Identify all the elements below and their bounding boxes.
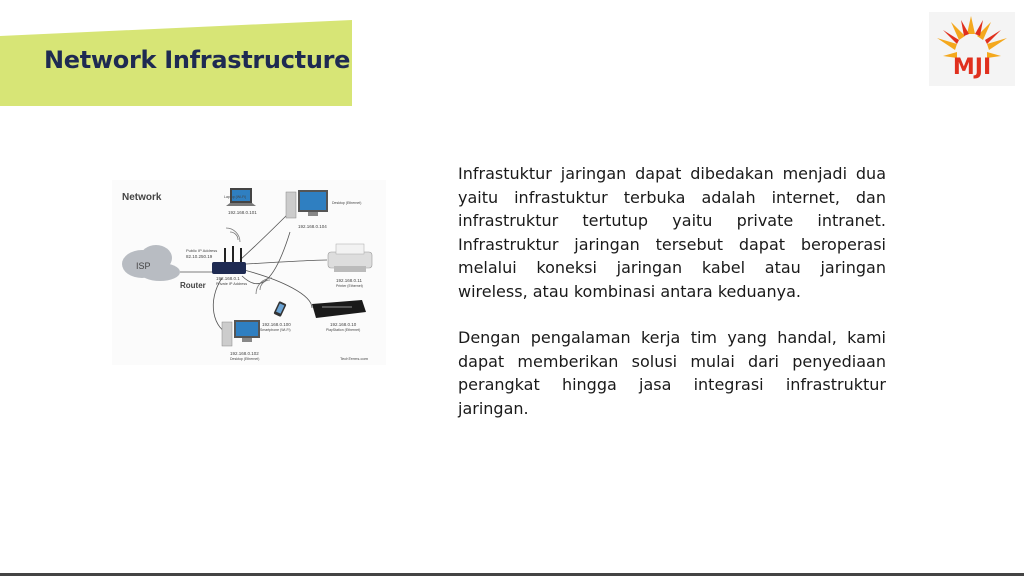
- smartphone-ip: 192.168.0.100: [262, 322, 291, 327]
- desktop-top-ip: 192.168.0.104: [298, 224, 327, 229]
- desktop-top-caption: Desktop (Ethernet): [332, 201, 362, 205]
- router-ip-caption: Private IP Address: [216, 282, 248, 286]
- router-label: Router: [180, 281, 206, 290]
- isp-label: ISP: [136, 261, 151, 271]
- laptop-ip: 192.168.0.101: [228, 210, 257, 215]
- paragraph-2: Dengan pengalaman kerja tim yang handal, kami dapat memberikan solusi mulai dari penyediaan perangkat hingga jasa integrasi infrastruktur jaringan.: [458, 328, 886, 418]
- desktop-bottom-caption: Desktop (Ethernet): [230, 357, 260, 361]
- title-banner: [0, 0, 352, 106]
- public-ip: 82.10.250.19: [186, 254, 213, 259]
- network-diagram: [112, 180, 386, 365]
- desktop-bottom-ip: 192.168.0.102: [230, 351, 259, 356]
- playstation-ip: 192.168.0.10: [330, 322, 357, 327]
- router-ip: 192.168.0.1: [216, 276, 240, 281]
- content-text: [458, 162, 886, 443]
- logo-text: MJI: [952, 55, 992, 80]
- paragraph-1: Infrastuktur jaringan dapat dibedakan menjadi dua yaitu infrastuktur terbuka adalah internet, dan infrastruktur tertutup yaitu private intranet. Infrastruktur jaringan tersebut dapat beroperasi melalui koneksi jaringan kabel atau jaringan wireless, atau kombinasi antara keduanya.: [458, 164, 886, 301]
- smartphone-caption: Smartphone (Wi-Fi): [260, 328, 291, 332]
- printer-caption: Printer (Ethernet): [336, 284, 363, 288]
- slide-title: Network Infrastructure: [44, 46, 351, 74]
- diagram-credit: TechTerms.com: [340, 356, 369, 361]
- company-logo: [929, 12, 1015, 86]
- diagram-heading: Network: [122, 192, 162, 203]
- printer-ip: 192.168.0.11: [336, 278, 362, 283]
- laptop-caption: Laptop (Wi-Fi): [224, 195, 247, 199]
- public-ip-caption: Public IP Address: [186, 248, 218, 253]
- playstation-caption: PlayStation (Ethernet): [326, 328, 361, 332]
